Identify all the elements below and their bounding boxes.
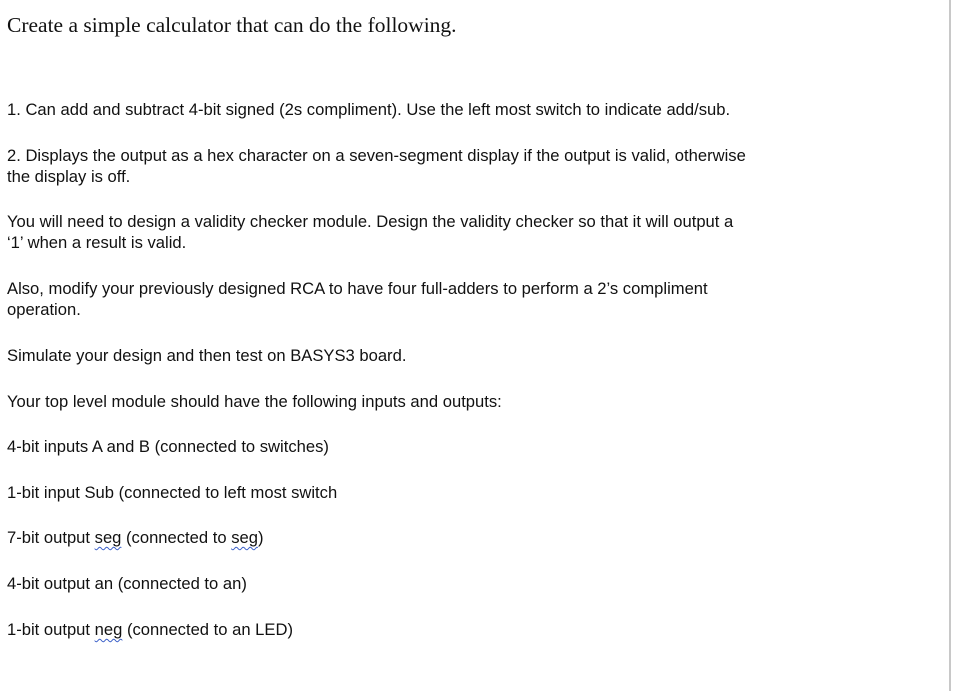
item-2-display-output <box>7 145 847 187</box>
rca-line-2: operation. <box>7 300 81 319</box>
validity-checker-paragraph <box>7 211 847 253</box>
output-an-line <box>7 573 847 594</box>
page-gutter <box>951 0 955 691</box>
item-1-add-subtract <box>7 99 847 120</box>
seg-word-spellcheck: seg <box>94 528 122 547</box>
seg-suffix: ) <box>257 528 264 547</box>
rca-line-1: Also, modify your previously designed RCA to have four full-adders to perform a 2’s compliment <box>7 279 708 298</box>
rca-paragraph <box>7 278 847 320</box>
inputs-a-b-line <box>7 436 847 457</box>
input-sub-line <box>7 482 847 503</box>
neg-prefix: 1-bit output <box>7 620 95 639</box>
seg-word-2-spellcheck: seg <box>231 528 258 547</box>
output-neg-line <box>7 619 847 640</box>
document-title: Create a simple calculator that can do the following. <box>7 13 457 37</box>
neg-word-spellcheck: neg <box>94 620 123 639</box>
item-2-line-2: the display is off. <box>7 167 131 186</box>
item-2-line-1: 2. Displays the output as a hex character on a seven-segment display if the output is valid, otherwise <box>7 146 746 165</box>
input-sub-text: 1-bit input Sub (connected to left most switch <box>7 483 338 502</box>
seg-middle: (connected to <box>121 528 232 547</box>
output-seg-line <box>7 527 847 548</box>
seg-prefix: 7-bit output <box>7 528 95 547</box>
simulate-paragraph <box>7 345 847 366</box>
neg-suffix: (connected to an LED) <box>122 620 293 639</box>
top-level-text: Your top level module should have the following inputs and outputs: <box>7 392 502 411</box>
top-level-paragraph <box>7 391 847 412</box>
validity-line-2: ‘1’ when a result is valid. <box>7 233 187 252</box>
output-an-text: 4-bit output an (connected to an) <box>7 574 247 593</box>
inputs-a-b-text: 4-bit inputs A and B (connected to switches) <box>7 437 329 456</box>
item-1-text: 1. Can add and subtract 4-bit signed (2s compliment). Use the left most switch to indicate add/sub. <box>7 100 731 119</box>
simulate-text: Simulate your design and then test on BASYS3 board. <box>7 346 407 365</box>
validity-line-1: You will need to design a validity checker module. Design the validity checker so that it will output a <box>7 212 734 231</box>
